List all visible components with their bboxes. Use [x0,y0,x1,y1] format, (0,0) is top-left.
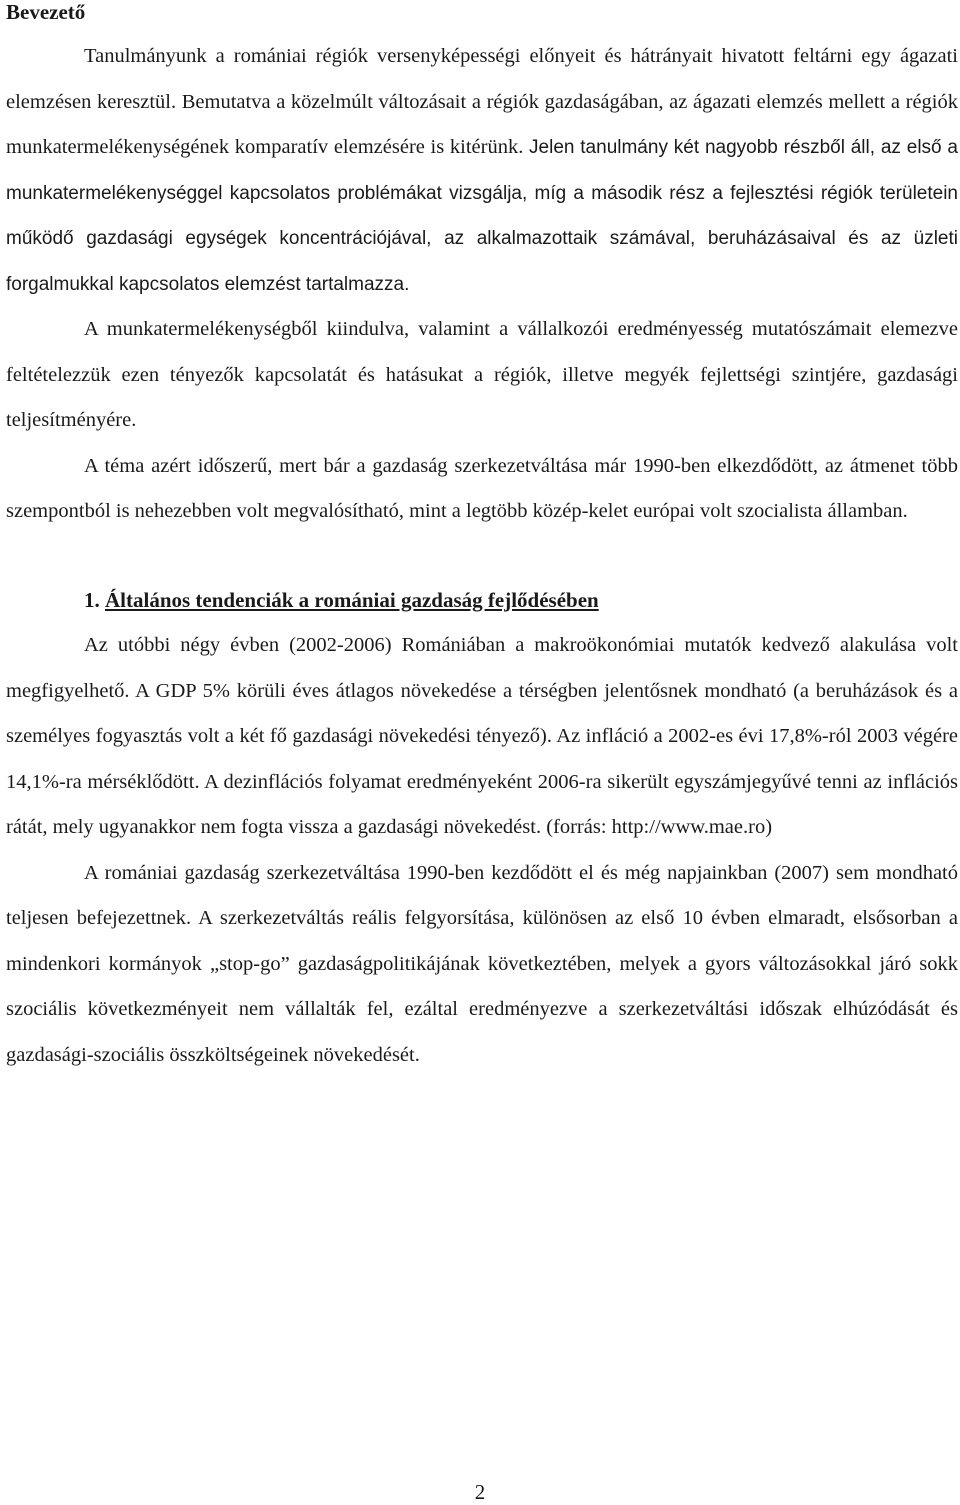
intro-paragraph-2: A munkatermelékenységből kiindulva, valamint a vállalkozói eredményesség mutatószámait elemezve feltételezzük ezen tényezők kapcsolatát és hatásukat a régiók, illetve megyék fejlettségi szintjére, gazdasági teljesítményére. [6,318,958,431]
document-page [6,0,958,1078]
intro-paragraph-1-text: Tanulmányunk a romániai régiók versenyképességi előnyeit és hátrányait hivatott feltárni egy ágazati elemzésen keresztül. Bemutatva a közelmúlt változásait a régiók gazdaságában, az ágazati elemzés mellett a régiók munkatermelékenységének komparatív elemzésére is kitérünk. [6,45,958,158]
chapter-title: Általános tendenciák a romániai gazdaság fejlődésében [105,587,599,612]
chapter-number: 1. [84,587,100,612]
intro-paragraph-1-sans-text: Jelen tanulmány két nagyobb részből áll, az első a munkatermelékenységgel kapcsolatos problémákat vizsgálja, míg a második rész a fejlesztési régiók területein működő gazdasági egységek koncentrációjával, az alkalmazottaik számával, beruházásaival és az üzleti forgalmukkal kapcsolatos elemzést tartalmazza. [6,137,959,295]
page-number: 2 [474,1480,486,1504]
chapter-heading [6,578,958,624]
body-paragraph-2: A romániai gazdaság szerkezetváltása 1990-ben kezdődött el és még napjainkban (2007) sem mondható teljesen befejezettnek. A szerkezetváltás reális felgyorsítása, különösen az első 10 évben elmaradt, elsősorban a mindenkori kormányok „stop-go” gazdaságpolitikájának következtében, melyek a gyors változásokkal járó sokk szociális következményeit nem vállalták fel, ezáltal eredményezve a szerkezetváltási időszak elhúzódását és gazdasági-szociális összköltségeinek növekedését. [6,861,958,1066]
intro-paragraph-1 [6,34,958,307]
intro-paragraph-3: A téma azért időszerű, mert bár a gazdaság szerkezetváltása már 1990-ben elkezdődött, az átmenet több szempontból is nehezebben volt megvalósítható, mint a legtöbb közép-kelet európai volt szocialista államban. [6,454,958,522]
body-paragraph-1: Az utóbbi négy évben (2002-2006) Romániában a makroökonómiai mutatók kedvező alakulása volt megfigyelhető. A GDP 5% körüli éves átlagos növekedése a térségben jelentősnek mondható (a beruházások és a személyes fogyasztás volt a két fő gazdasági növekedési tényező). Az infláció a 2002-es évi 17,8%-ról 2003 végére 14,1%-ra mérséklődött. A dezinflációs folyamat eredményeként 2006-ra sikerült egyszámjegyűvé tenni az inflációs rátát, mely ugyanakkor nem fogta vissza a gazdasági növekedést. (forrás: http://www.mae.ro) [6,634,958,838]
section-heading: Bevezető [6,0,86,24]
